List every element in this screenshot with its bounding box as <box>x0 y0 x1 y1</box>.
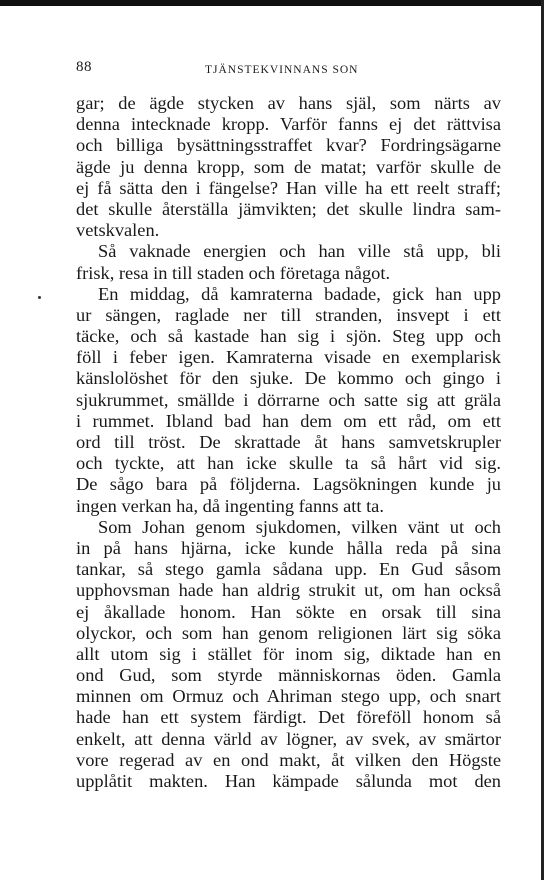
text-line: ej åkallade honom. Han sökte en orsak till sina <box>76 601 501 622</box>
text-line: upphovsman hade han aldrig strukit ut, om han också <box>76 580 501 601</box>
text-line: föll i feber igen. Kamraterna visade en exemplarisk <box>76 347 501 368</box>
text-line: denna intecknade kropp. Varför fanns ej det rättvisa <box>76 114 501 135</box>
text-line: och billiga bysättningsstraffet kvar? Fordringsägarne <box>76 135 501 156</box>
text-line: enkelt, att denna värld av lögner, av svek, av smärtor <box>76 728 501 749</box>
text-line: ord till tröst. De skrattade åt hans samvetskrupler <box>76 432 501 452</box>
text-line: allt utom sig i stället för inom sig, diktade han en <box>76 643 501 664</box>
page-top-edge <box>0 0 544 6</box>
text-line: vetskvalen. <box>76 220 160 241</box>
text-line: frisk, resa in till staden och företaga något. <box>76 262 391 283</box>
text-line: det skulle återställa jämvikten; det skulle lindra sam- <box>76 198 501 219</box>
text-line: i rummet. Ibland bad han dem om ett råd, om ett <box>76 410 501 431</box>
text-line: och tyckte, att han icke skulle ta så hårt vid sig. <box>76 453 501 474</box>
running-title: TJÄNSTEKVINNANS SON <box>205 64 359 76</box>
text-line: Som Johan genom sjukdomen, vilken vänt ut och <box>98 516 501 537</box>
text-line: minnen om Ormuz och Ahriman stego upp, och snart <box>76 686 501 707</box>
text-line: Så vaknade energien och han ville stå upp, bli <box>98 241 501 262</box>
text-line: En middag, då kamraterna badade, gick han upp <box>98 283 501 304</box>
text-line: täcke, och så kastade han sig i sjön. Steg upp och <box>76 326 501 347</box>
text-line: vore regerad av en ond makt, åt vilken den Högste <box>76 749 501 770</box>
text-line: ond Gud, som styrde människornas öden. Gamla <box>76 665 501 686</box>
page-number: 88 <box>76 59 92 75</box>
text-line: ingen verkan ha, då ingenting fanns att ta. <box>76 495 384 516</box>
text-line: ägde ju denna kropp, som de matat; varför skulle de <box>76 156 501 177</box>
text-line: upplåtit makten. Han kämpade sålunda mot den <box>76 771 501 791</box>
text-line: sjukrummet, smällde i dörrarne och satte sig att gräla <box>76 389 501 410</box>
margin-mark <box>38 296 41 299</box>
text-line: gar; de ägde stycken av hans själ, som närts av <box>76 93 501 113</box>
text-line: olyckor, och som han genom religionen lärt sig söka <box>76 622 501 643</box>
text-line: hade han ett system färdigt. Det föreföll honom så <box>76 707 501 728</box>
text-line: in på hans hjärna, icke kunde hålla reda på sina <box>76 537 501 558</box>
text-line: känslolöshet för den sjuke. De kommo och gingo i <box>76 368 501 389</box>
text-line: ur sängen, raglade ner till stranden, insvept i ett <box>76 304 501 325</box>
text-line: tankar, så stego gamla sådana upp. En Gud såsom <box>76 559 501 580</box>
body-text <box>76 93 501 792</box>
text-line: ej få sätta den i fängelse? Han ville ha ett reelt straff; <box>76 177 501 198</box>
text-line: De sågo bara på följderna. Lagsökningen kunde ju <box>76 474 501 495</box>
